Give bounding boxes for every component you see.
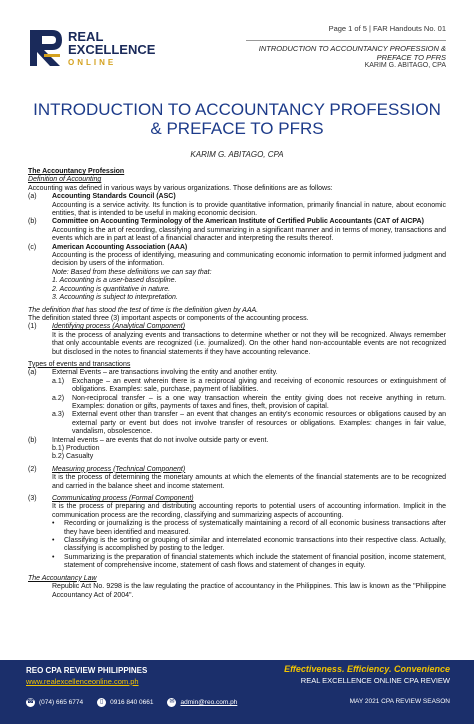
intro-text: Accounting was defined in various ways by various organizations. Those definitions are as follows: (28, 184, 333, 192)
law-text: Republic Act No. 9298 is the law regulating the practice of accountancy in the Philippines. This law is known as the "Philippine Accountancy Act of 2004". (52, 583, 446, 599)
note-text: Note: Based from these definitions we can say that: (52, 268, 212, 276)
document-body (28, 168, 446, 600)
item-label: a.2) (52, 394, 65, 402)
item-heading: Accounting Standards Council (ASC) (52, 193, 176, 201)
list-item: • Classifying is the sorting or grouping of similar and interrelated economic transactions into their respective class. Actually, classifying is accomplished by posting to the ledger. (52, 537, 446, 553)
email-icon: ✉ (169, 699, 175, 705)
footer-contacts (26, 698, 237, 707)
footer-tagline: Effectiveness. Efficiency. Convenience (284, 664, 450, 674)
item-heading: Communicating process (Formal Component) (52, 495, 194, 503)
bullet-icon: • (52, 553, 55, 561)
item-text: Exchange – an event wherein there is a reciprocal giving and receiving of economic resources or extinguishment of obligations. Examples: sale, purchase, payment of liabilities. (72, 377, 446, 394)
logo (30, 28, 156, 72)
event-subtype: b.2) Casualty (52, 453, 94, 461)
item-text: Accounting is the process of identifying, measuring and communicating economic information to permit informed judgment and decision by users of the information. (52, 252, 446, 268)
footer-brand: REAL EXCELLENCE ONLINE CPA REVIEW (300, 676, 450, 685)
footer-url-link[interactable]: www.realexcellenceonline.com.ph (26, 677, 139, 686)
section-heading: The Accountancy Profession (28, 168, 125, 175)
list-item: • Summarizing is the preparation of financial statements which include the statement of financial position, income statement, statement of comprehensive income, statement of cash flows and statement of changes in equity. (52, 553, 446, 570)
bullet-icon: • (52, 520, 55, 528)
item-text: Non-reciprocal transfer – is a one way transaction wherein the entity giving does not receive anything in return. Examples: donation or gifts, payments of taxes and fines, theft, provision of capital. (72, 394, 446, 410)
item-label: a.3) (52, 411, 65, 419)
logo-subtitle: ONLINE (68, 58, 117, 67)
logo-line2: EXCELLENCE (68, 42, 156, 57)
note-item: 2. Accounting is quantitative in nature. (52, 285, 171, 293)
page-header (0, 0, 474, 90)
law-heading: The Accountancy Law (28, 574, 97, 582)
item-label: (b) (28, 436, 37, 444)
item-heading: Identifying process (Analytical Component) (52, 323, 186, 331)
definition-components: The definition stated three (3) important aspects or components of the accounting process. (28, 314, 309, 322)
item-text: Accounting is a service activity. Its function is to provide quantitative information, primarily financial in nature, about economic entities, that is intended to be useful in making economic decision. (52, 201, 446, 218)
definition-remark: The definition that has stood the test of time is the definition given by AAA. (28, 306, 259, 314)
event-type-a (28, 369, 446, 377)
header-divider (246, 40, 446, 41)
item-label: a.1) (52, 377, 65, 385)
item-heading: Committee on Accounting Terminology of the American Institute of Certified Public Accountants (CAT of AICPA) (52, 218, 424, 226)
definition-a (28, 193, 446, 201)
item-text: It is the process of determining the monetary amounts at which the elements of the financial statements are to be recognized and carried in the balance sheet and income statement. (52, 474, 446, 490)
footer-season: MAY 2021 CPA REVIEW SEASON (349, 698, 450, 705)
item-label: (3) (28, 495, 37, 503)
item-label: (2) (28, 465, 37, 473)
bullet-icon: • (52, 537, 55, 545)
event-type-b (28, 437, 446, 445)
definition-c (28, 244, 446, 252)
footer-email[interactable]: ✉ admin@reo.com.ph (169, 699, 238, 706)
process-1 (28, 323, 446, 331)
event-type-a1 (28, 378, 446, 395)
logo-line1: REAL (68, 29, 104, 44)
mobile-icon: ▯ (97, 698, 106, 707)
types-heading: Types of events and transactions (28, 360, 131, 368)
document-author: KARIM G. ABITAGO, CPA (190, 150, 284, 159)
definition-b (28, 218, 446, 226)
item-text: It is the process of preparing and distributing accounting reports to potential users of accounting information. Implicit in the communication process are the recording, classifying and summarizing aspects of accounting. (52, 503, 446, 519)
subsection-heading: Definition of Accounting (28, 176, 102, 184)
item-label: (b) (28, 218, 37, 226)
note-item: 3. Accounting is subject to interpretation. (52, 294, 178, 302)
logo-wordmark (68, 30, 155, 56)
page-footer (0, 660, 474, 724)
event-type-a2 (28, 395, 446, 412)
header-author: KARIM G. ABITAGO, CPA (364, 62, 446, 69)
process-3 (28, 495, 446, 503)
event-subtype: b.1) Production (52, 445, 100, 452)
event-type-a3 (28, 411, 446, 436)
footer-org: REO CPA REVIEW PHILIPPINES (26, 666, 148, 675)
item-text: External event other than transfer – an event that changes an entity's economic resources or obligations caused by an external party or event but does not involve transfer of resources or obligations. Examples: changes in fair value, vandalism, obsolescence. (72, 411, 446, 436)
page-number: Page 1 of 5 | FAR Handouts No. 01 (328, 24, 446, 33)
item-text: Internal events – are events that do not involve outside party or event. (52, 436, 269, 444)
note-item: 1. Accounting is a user-based discipline. (52, 277, 177, 285)
item-text: It is the process of analyzing events and transactions to determine whether or not they will be recognized. Always remember that only accountable events are recognized (i.e. journalized). On the other hand non-accountable events are not recognized but disclosed in the notes to financial statements if they have accounting relevance. (52, 331, 446, 356)
footer-mobile: ▯ 0916 840 0661 (97, 698, 153, 707)
item-heading: Measuring process (Technical Component) (52, 465, 186, 473)
header-title: INTRODUCTION TO ACCOUNTANCY PROFESSION & PREFACE TO PFRS (258, 44, 446, 62)
document-title: INTRODUCTION TO ACCOUNTANCY PROFESSION & PREFACE TO PFRS (33, 100, 441, 138)
list-item: • Recording or journalizing is the process of systematically maintaining a record of all economic business transactions after they have been identified and measured. (52, 520, 446, 536)
item-label: (c) (28, 243, 37, 251)
footer-phone: ☎ (074) 665 6774 (26, 699, 84, 706)
item-heading: American Accounting Association (AAA) (52, 243, 188, 251)
item-label: (a) (28, 369, 37, 377)
process-2 (28, 466, 446, 474)
logo-mark-icon (30, 28, 64, 68)
item-text: External Events – are transactions involving the entity and another entity. (52, 369, 278, 377)
item-label: (a) (28, 193, 37, 201)
item-label: (1) (28, 323, 37, 331)
phone-icon: ☎ (26, 699, 35, 705)
item-text: Accounting is the art of recording, classifying and summarizing in a significant manner and in terms of money, transactions and events which are in part at least of a financial character and interpreting the results thereof. (52, 226, 446, 243)
